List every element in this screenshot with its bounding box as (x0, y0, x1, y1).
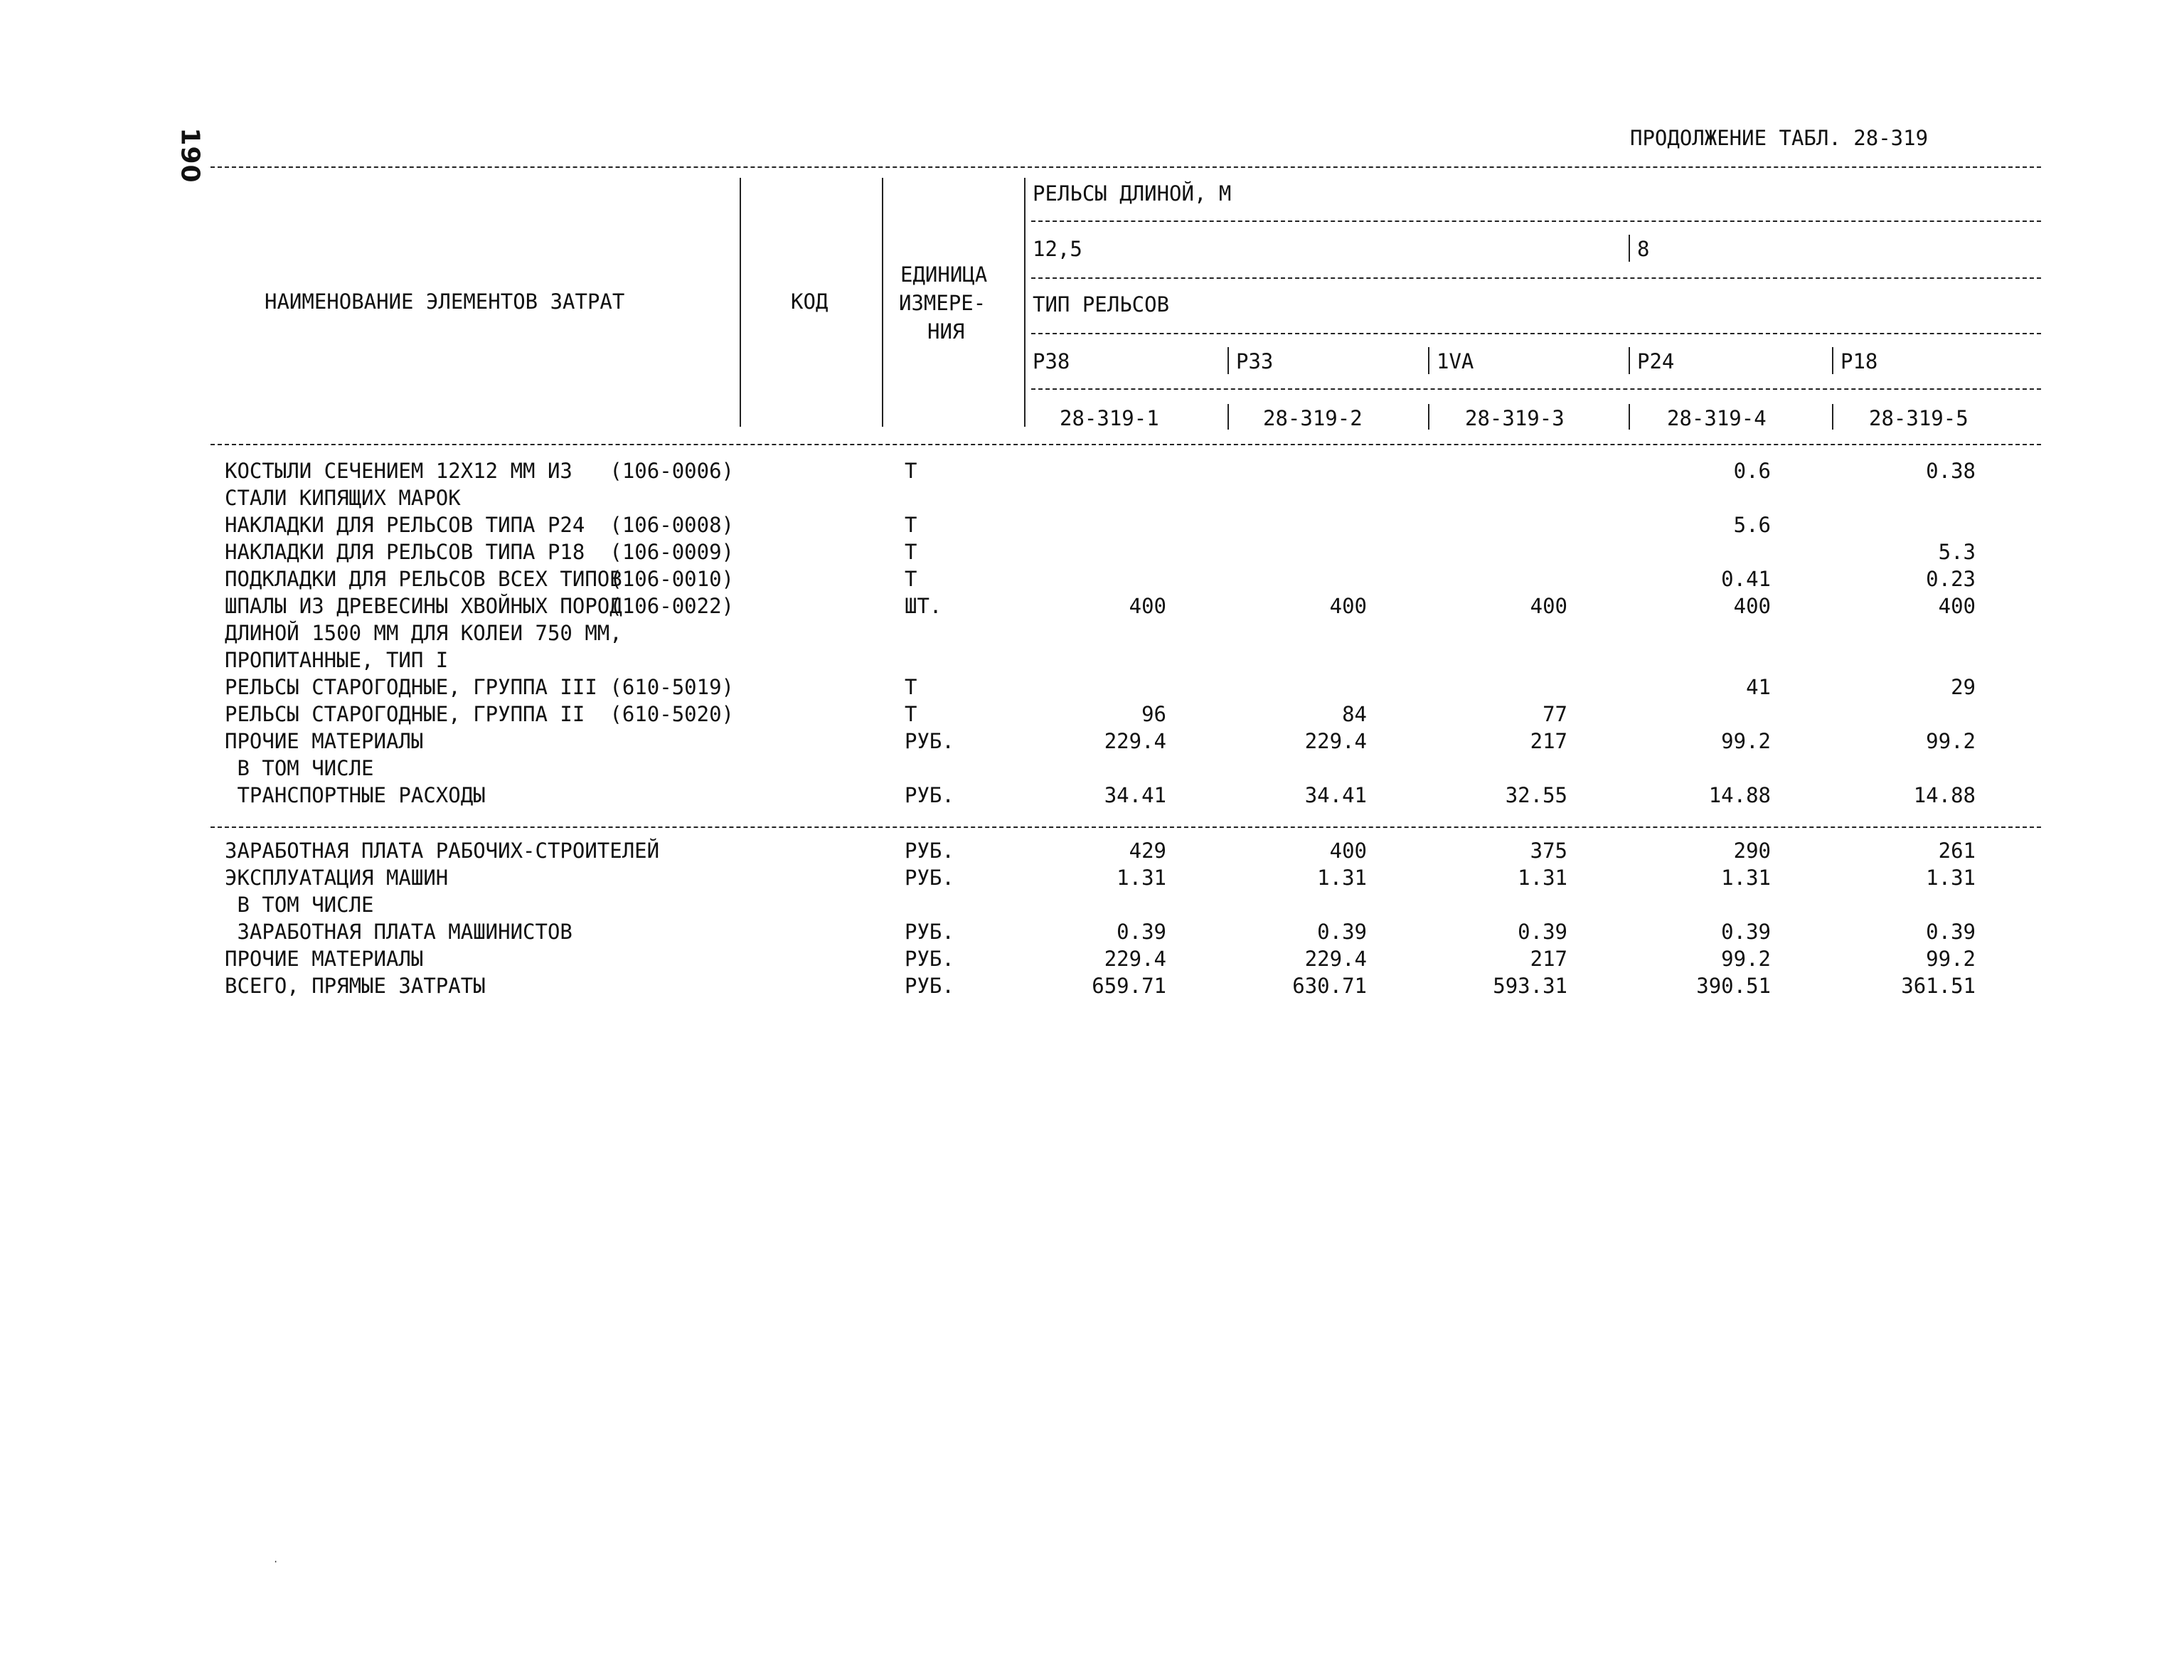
header-length-a: 12,5 (1033, 237, 1082, 261)
row-value-col-1: 429 (1129, 839, 1166, 863)
row-unit: РУБ. (905, 729, 954, 753)
row-value-col-4: 1.31 (1721, 866, 1771, 890)
row-name: НАКЛАДКИ ДЛЯ РЕЛЬСОВ ТИПА Р18 (225, 540, 585, 564)
type-3: 1VA (1437, 349, 1474, 373)
row-value-col-2: 0.39 (1317, 920, 1367, 944)
row-name: РЕЛЬСЫ СТАРОГОДНЫЕ, ГРУППА III (225, 675, 597, 699)
row-value-col-5: 0.38 (1926, 459, 1976, 483)
row-value-col-3: 593.31 (1493, 974, 1567, 998)
table-title: ПРОДОЛЖЕНИЕ ТАБЛ. 28-319 (1630, 126, 1929, 150)
row-value-col-1: 229.4 (1104, 947, 1166, 971)
row-name: ЭКСПЛУАТАЦИЯ МАШИН (225, 866, 449, 890)
header-top-rule (211, 166, 2041, 168)
header-rail-type: ТИП РЕЛЬСОВ (1033, 292, 1170, 317)
row-value-col-2: 630.71 (1292, 974, 1367, 998)
row-name: ПРОЧИЕ МАТЕРИАЛЫ (225, 729, 424, 753)
code-5: 28-319-5 (1869, 406, 1969, 430)
row-value-col-4: 14.88 (1708, 783, 1771, 807)
header-divider (1832, 404, 1833, 430)
row-value-col-3: 217 (1530, 729, 1567, 753)
row-value-col-4: 99.2 (1721, 947, 1771, 971)
scan-speck: · (273, 1557, 279, 1567)
header-divider (1428, 347, 1429, 374)
header-unit-line1: ЕДИНИЦА (900, 262, 988, 287)
header-length-b: 8 (1637, 237, 1650, 261)
row-unit: РУБ. (905, 920, 954, 944)
row-value-col-1: 659.71 (1092, 974, 1166, 998)
row-value-col-4: 99.2 (1721, 729, 1771, 753)
type-5: Р18 (1841, 349, 1878, 373)
row-value-col-5: 29 (1951, 675, 1976, 699)
row-value-col-1: 229.4 (1104, 729, 1166, 753)
row-unit: Т (905, 567, 917, 591)
header-divider (1428, 404, 1429, 430)
row-unit: РУБ. (905, 839, 954, 863)
row-code: (610-5020) (609, 702, 734, 726)
row-value-col-2: 1.31 (1317, 866, 1367, 890)
header-rule (1031, 220, 2041, 222)
row-name: В ТОМ ЧИСЛЕ (225, 893, 374, 917)
header-divider (1832, 347, 1833, 374)
row-value-col-5: 99.2 (1926, 947, 1976, 971)
header-rail-length: РЕЛЬСЫ ДЛИНОЙ, М (1033, 181, 1232, 206)
row-name: ТРАНСПОРТНЫЕ РАСХОДЫ (225, 783, 486, 807)
row-code: (106-0006) (609, 459, 734, 483)
row-value-col-5: 14.88 (1913, 783, 1976, 807)
header-rule (1031, 333, 2041, 334)
row-unit: РУБ. (905, 783, 954, 807)
header-divider (882, 178, 883, 427)
row-value-col-3: 217 (1530, 947, 1567, 971)
row-value-col-4: 0.6 (1733, 459, 1771, 483)
row-unit: Т (905, 675, 917, 699)
page-number: 190 (175, 127, 205, 184)
header-rule (1031, 388, 2041, 390)
row-value-col-1: 0.39 (1117, 920, 1166, 944)
row-value-col-4: 290 (1733, 839, 1771, 863)
row-name: ВСЕГО, ПРЯМЫЕ ЗАТРАТЫ (225, 974, 486, 998)
row-value-col-1: 96 (1141, 702, 1166, 726)
row-value-col-3: 32.55 (1505, 783, 1567, 807)
code-3: 28-319-3 (1465, 406, 1565, 430)
code-1: 28-319-1 (1060, 406, 1159, 430)
row-value-col-1: 34.41 (1104, 783, 1166, 807)
row-value-col-5: 261 (1938, 839, 1976, 863)
header-divider (740, 178, 741, 427)
row-unit: РУБ. (905, 866, 954, 890)
row-name: ПРОЧИЕ МАТЕРИАЛЫ (225, 947, 424, 971)
row-name: СТАЛИ КИПЯЩИХ МАРОК (225, 486, 461, 510)
header-divider (1629, 235, 1630, 262)
row-code: (106-0008) (609, 513, 734, 537)
row-unit: РУБ. (905, 974, 954, 998)
row-value-col-2: 84 (1342, 702, 1367, 726)
row-value-col-5: 361.51 (1901, 974, 1976, 998)
row-value-col-4: 390.51 (1696, 974, 1771, 998)
row-value-col-4: 41 (1746, 675, 1771, 699)
type-2: Р33 (1236, 349, 1274, 373)
row-value-col-5: 5.3 (1938, 540, 1976, 564)
row-value-col-2: 400 (1329, 839, 1367, 863)
row-value-col-3: 375 (1530, 839, 1567, 863)
header-code-col: КОД (791, 289, 829, 314)
header-unit-line3: НИЯ (927, 319, 965, 344)
row-name: ШПАЛЫ ИЗ ДРЕВЕСИНЫ ХВОЙНЫХ ПОРОД (225, 594, 622, 618)
header-rule (1031, 277, 2041, 279)
row-value-col-5: 400 (1938, 594, 1976, 618)
row-unit: Т (905, 540, 917, 564)
row-value-col-4: 5.6 (1733, 513, 1771, 537)
row-code: (106-0010) (609, 567, 734, 591)
row-value-col-4: 0.39 (1721, 920, 1771, 944)
row-value-col-2: 400 (1329, 594, 1367, 618)
header-divider (1227, 347, 1229, 374)
header-divider (1629, 347, 1630, 374)
header-divider (1629, 404, 1630, 430)
row-value-col-5: 1.31 (1926, 866, 1976, 890)
row-unit: Т (905, 513, 917, 537)
row-unit: ШТ. (905, 594, 942, 618)
row-code: (106-0009) (609, 540, 734, 564)
row-value-col-4: 400 (1733, 594, 1771, 618)
header-divider (1024, 178, 1026, 427)
row-value-col-5: 0.39 (1926, 920, 1976, 944)
row-value-col-3: 77 (1543, 702, 1567, 726)
row-value-col-5: 99.2 (1926, 729, 1976, 753)
section-separator (211, 826, 2041, 828)
row-name: НАКЛАДКИ ДЛЯ РЕЛЬСОВ ТИПА Р24 (225, 513, 585, 537)
header-divider (1227, 404, 1229, 430)
code-2: 28-319-2 (1263, 406, 1363, 430)
row-unit: Т (905, 459, 917, 483)
row-value-col-2: 229.4 (1304, 947, 1367, 971)
row-name: ДЛИНОЙ 1500 ММ ДЛЯ КОЛЕИ 750 ММ, (225, 621, 622, 645)
header-bottom-rule (211, 444, 2041, 445)
row-code: (610-5019) (609, 675, 734, 699)
row-value-col-5: 0.23 (1926, 567, 1976, 591)
row-value-col-4: 0.41 (1721, 567, 1771, 591)
row-value-col-2: 34.41 (1304, 783, 1367, 807)
row-name: КОСТЫЛИ СЕЧЕНИЕМ 12Х12 ММ ИЗ (225, 459, 572, 483)
row-name: В ТОМ ЧИСЛЕ (225, 756, 374, 780)
row-value-col-3: 0.39 (1518, 920, 1567, 944)
row-name: ПОДКЛАДКИ ДЛЯ РЕЛЬСОВ ВСЕХ ТИПОВ (225, 567, 622, 591)
type-4: Р24 (1637, 349, 1675, 373)
header-name-col: НАИМЕНОВАНИЕ ЭЛЕМЕНТОВ ЗАТРАТ (265, 289, 625, 314)
row-code: (106-0022) (609, 594, 734, 618)
row-name: ЗАРАБОТНАЯ ПЛАТА РАБОЧИХ-СТРОИТЕЛЕЙ (225, 839, 660, 863)
row-unit: Т (905, 702, 917, 726)
row-name: ПРОПИТАННЫЕ, ТИП I (225, 648, 449, 672)
header-unit-line2: ИЗМЕРЕ- (899, 291, 986, 315)
type-1: Р38 (1033, 349, 1070, 373)
row-unit: РУБ. (905, 947, 954, 971)
row-name: РЕЛЬСЫ СТАРОГОДНЫЕ, ГРУППА II (225, 702, 585, 726)
code-4: 28-319-4 (1667, 406, 1767, 430)
row-value-col-3: 400 (1530, 594, 1567, 618)
row-value-col-3: 1.31 (1518, 866, 1567, 890)
row-name: ЗАРАБОТНАЯ ПЛАТА МАШИНИСТОВ (225, 920, 572, 944)
row-value-col-1: 1.31 (1117, 866, 1166, 890)
row-value-col-2: 229.4 (1304, 729, 1367, 753)
row-value-col-1: 400 (1129, 594, 1166, 618)
